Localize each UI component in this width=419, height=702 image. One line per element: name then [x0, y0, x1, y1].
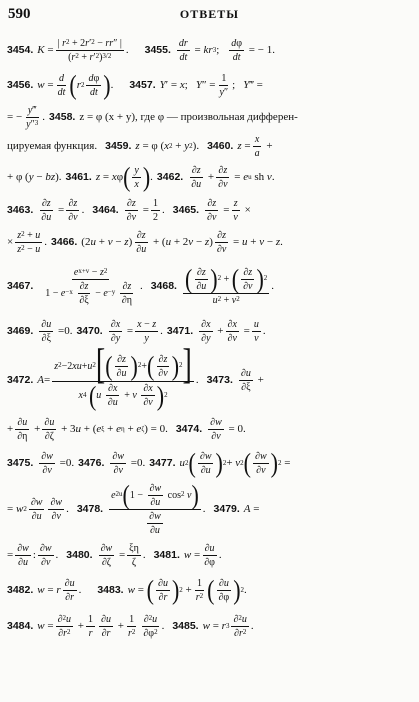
answer-number: 3456.	[7, 78, 34, 91]
answer-number: 3472.	[7, 373, 34, 386]
answer-number: 3477.	[149, 456, 176, 469]
answer-number: 3464.	[92, 203, 119, 216]
answer-number: 3468.	[150, 279, 177, 292]
answer-number: 3466.	[51, 235, 78, 248]
answer-number: 3474.	[175, 422, 203, 435]
fraction: | r 2 + 2 r ′ 2 − rr ″ | ( r 2 + r ′ 2 ) 3/2	[57, 37, 122, 63]
answers-body	[7, 32, 412, 698]
answer-line: 3472. A = z 2 −2 xu + u 2 [ ( ∂ z ∂ u ) 2 + ( ∂ z ∂ v ) 2 ] x 4 ( u ∂ x ∂ u + v ∂ x ∂ v ) 2 . 3473. ∂ u ∂ξ +	[7, 348, 264, 411]
answer-number: 3484.	[7, 619, 34, 632]
answer-number: 3475.	[7, 456, 34, 469]
answer-line: = w 2 ∂ w ∂ u ∂ w ∂ v . 3478. e 2u ( 1 − ∂ w ∂ u cos 2 v ) ∂ w ∂ u . 3479. A =	[7, 480, 260, 536]
answer-number: 3481.	[153, 548, 180, 561]
answer-line: 3475. ∂ w ∂ v =0. 3476. ∂ w ∂ v =0. 3477. u 2 ( ∂ w ∂ u ) 2 + v 2 ( ∂ w ∂ v ) 2 =	[7, 446, 291, 478]
running-head: ОТВЕТЫ	[179, 7, 240, 21]
answer-number: 3473.	[206, 373, 233, 386]
answer-number: 3480.	[66, 548, 93, 561]
answer-text: z = φ (x + y), где φ — произвольная дифферен-	[79, 110, 298, 123]
answer-line: 3463. ∂ z ∂ u = ∂ z ∂ v . 3464. ∂ z ∂ v = $\frac{1}{2}$ . 3465. ∂ z ∂ v = $\frac{z}{v}$ ×	[7, 197, 251, 223]
answer-number: 3461.	[65, 170, 92, 183]
answer-number: 3469.	[7, 324, 34, 337]
answer-number: 3463.	[7, 203, 34, 216]
answer-number: 3471.	[166, 324, 194, 337]
answer-number: 3470.	[76, 324, 103, 337]
answer-line: + φ ( y − bz ). 3461. z = x φ ( $\frac{y}{x}$ ) . 3462. ∂ z ∂ u + ∂ z ∂ v = e u sh v .	[7, 160, 275, 192]
answer-line: 3467. e x+v − z 2 1 − e −x ∂ z ∂ξ − e −y ∂ z ∂η . 3468. ( ∂ z ∂ u ) 2 + ( ∂ z ∂ v ) 2 u 2 + v 2 .	[7, 262, 275, 306]
answer-number: 3455.	[144, 43, 171, 56]
answer-number: 3462.	[156, 170, 184, 183]
answer-line: цируемая функция. 3459. z = φ ( x 2 + y 2 ). 3460. z = $\frac{x}{a}$ +	[7, 133, 273, 159]
answer-number: 3454.	[7, 43, 34, 56]
answer-line: 3484. w = ∂ 2 u ∂ r 2 + $\frac{1}{r}$ ∂ u ∂ r + 1 r 2 ∂ 2 u ∂φ 2 . 3485. w = r 3 ∂ 2 u ∂ r 2 .	[7, 613, 254, 639]
answer-line: 3482. w = r ∂ u ∂ r . 3483. w = ( ∂ u ∂ r ) 2 + 1 r 2 ( ∂ u ∂φ ) 2 .	[7, 573, 247, 605]
answer-line: 3469. ∂ u ∂ξ =0. 3470. ∂ x ∂ y = x − z y . 3471. ∂ x ∂ y + ∂ x ∂ v = $\frac{u}{v}$ .	[7, 318, 266, 344]
answer-number: 3478.	[76, 502, 104, 515]
answer-line: = − y ‴ y ″ 3 . 3458. z = φ (x + y), где φ — произвольная дифферен-	[7, 104, 298, 130]
answer-number: 3479.	[213, 502, 240, 515]
answer-text: цируемая функция.	[7, 139, 98, 152]
answer-number: 3459.	[105, 139, 132, 152]
answer-number: 3482.	[7, 583, 34, 596]
answer-line: = ∂ w ∂ u : ∂ w ∂ v . 3480. ∂ w ∂ζ = $\frac{\xi\eta}{\zeta}$ . 3481. w = ∂ u ∂φ .	[7, 542, 222, 568]
answer-line: × z 2 + u z 2 − u . 3466. (2 u + v − z ) ∂ z ∂ u + ( u + 2 v − z ) ∂ z ∂ v = u + v − z .	[7, 229, 283, 255]
answer-number: 3485.	[172, 619, 199, 632]
answer-line: 3454. K = | r 2 + 2 r ′ 2 − rr ″ | ( r 2 + r ′ 2 ) 3/2 . 3455. $\frac{dr}{dt}$ = kr 3 ; d φ dt = − 1.	[7, 37, 275, 63]
answer-number: 3457.	[129, 78, 156, 91]
page-header	[8, 6, 411, 28]
answer-line: 3456. w = $\frac{d}{dt}$ ( r 2 d φ dt ) . 3457. Y ′ = x ; Y ″ = 1 y ″ ; Y ‴ =	[7, 68, 263, 100]
answer-number: 3460.	[207, 139, 234, 152]
answer-line: + ∂ u ∂η + ∂ u ∂ζ + 3 u + ( e ξ + e η + e ζ ) = 0. 3474. ∂ w ∂ v = 0.	[7, 416, 246, 442]
answer-number: 3465.	[172, 203, 200, 216]
page-number: 590	[8, 6, 31, 22]
answer-number: 3467.	[7, 279, 34, 292]
answer-number: 3483.	[97, 583, 124, 596]
answer-number: 3458.	[49, 110, 76, 123]
answer-number: 3476.	[78, 456, 105, 469]
